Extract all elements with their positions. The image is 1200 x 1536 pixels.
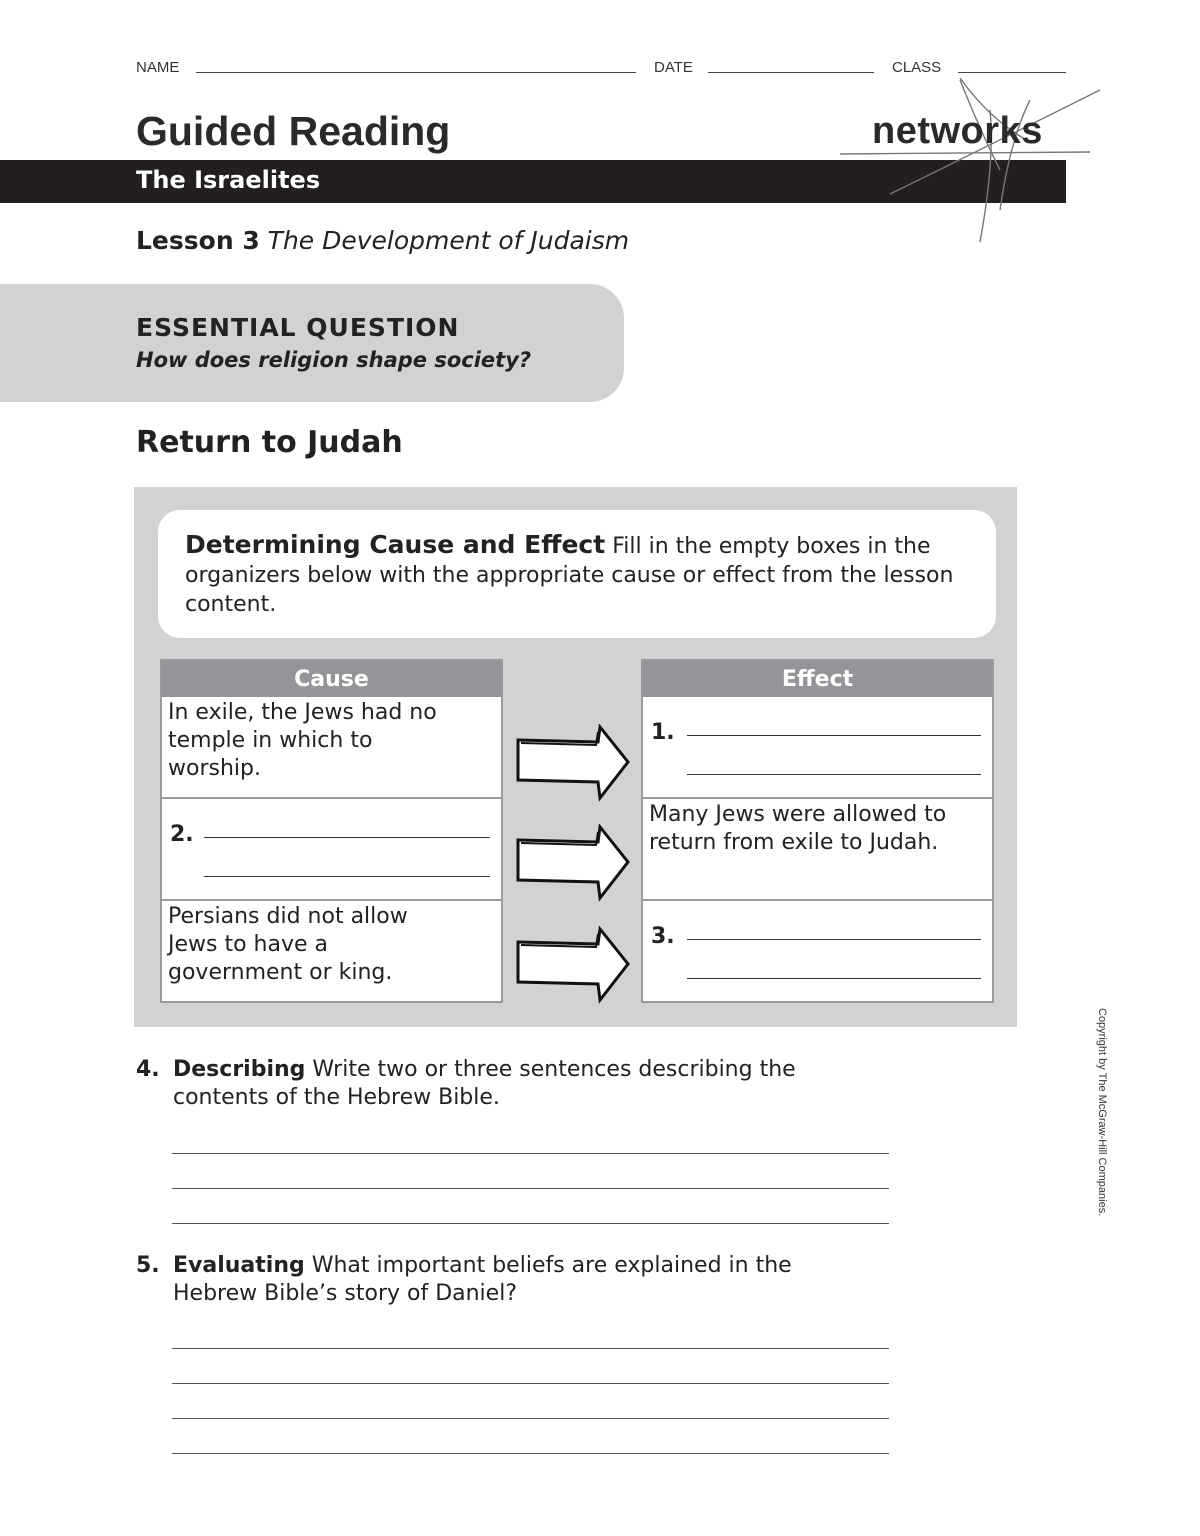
- effect-answer-line[interactable]: [687, 735, 981, 736]
- answer-line[interactable]: [172, 1383, 889, 1384]
- answer-line[interactable]: [172, 1348, 889, 1349]
- instructions-text: Fill in the empty boxes in the organizers below with the appropriate cause or effect from the lesson content.: [185, 534, 954, 617]
- instructions-skill: Determining Cause and Effect: [185, 530, 606, 559]
- cause-cell-2[interactable]: [162, 799, 501, 901]
- question-4-number: 4.: [136, 1057, 160, 1082]
- effect-header: Effect: [643, 661, 992, 697]
- essential-question-box: [0, 284, 624, 402]
- page-title: Guided Reading: [136, 108, 451, 154]
- question-4: [136, 1056, 876, 1112]
- cause-column: [160, 659, 503, 1003]
- effect-answer-line[interactable]: [687, 978, 981, 979]
- cause-cell-1: [162, 697, 501, 799]
- right-arrow-icon: [514, 724, 634, 804]
- answer-line[interactable]: [172, 1153, 889, 1154]
- question-5: [136, 1252, 876, 1308]
- cause-cell-3: [162, 901, 501, 1003]
- effect-cell-3[interactable]: [643, 901, 992, 1003]
- question-5-text: What important beliefs are explained in the Hebrew Bible’s story of Daniel?: [173, 1253, 792, 1306]
- answer-line[interactable]: [172, 1453, 889, 1454]
- instructions: [185, 530, 985, 619]
- lesson-heading: [136, 226, 629, 255]
- right-arrow-icon: [514, 926, 634, 1006]
- effect-number-1: 1.: [651, 720, 675, 745]
- question-5-skill: Evaluating: [173, 1253, 305, 1278]
- question-5-number: 5.: [136, 1253, 160, 1278]
- name-field[interactable]: [196, 72, 636, 73]
- answer-line[interactable]: [172, 1418, 889, 1419]
- chapter-title: The Israelites: [136, 166, 321, 194]
- cause-number-2: 2.: [170, 822, 194, 847]
- effect-column: [641, 659, 994, 1003]
- networks-logo-rays: [830, 70, 1120, 250]
- date-label: DATE: [654, 59, 693, 76]
- right-arrow-icon: [514, 824, 634, 904]
- cause-answer-line[interactable]: [204, 876, 490, 877]
- class-label: CLASS: [892, 59, 942, 76]
- answer-line[interactable]: [172, 1188, 889, 1189]
- effect-answer-line[interactable]: [687, 939, 981, 940]
- name-label: NAME: [136, 59, 180, 76]
- copyright: Copyright by The McGraw-Hill Companies.: [1096, 1008, 1108, 1217]
- lesson-title: The Development of Judaism: [267, 226, 630, 255]
- networks-logo: networks: [872, 110, 1043, 152]
- effect-text-2: Many Jews were allowed to return from exile to Judah.: [649, 802, 947, 855]
- effect-cell-1[interactable]: [643, 697, 992, 799]
- effect-cell-2: [643, 799, 992, 901]
- cause-text-1: In exile, the Jews had no temple in which to worship.: [168, 700, 437, 781]
- essential-question-label: ESSENTIAL QUESTION: [136, 313, 460, 342]
- essential-question-text: How does religion shape society?: [136, 348, 532, 372]
- cause-answer-line[interactable]: [204, 837, 490, 838]
- question-4-text: Write two or three sentences describing the contents of the Hebrew Bible.: [173, 1057, 796, 1110]
- lesson-label: Lesson 3: [136, 226, 260, 255]
- answer-line[interactable]: [172, 1223, 889, 1224]
- section-title: Return to Judah: [136, 425, 403, 460]
- cause-header: Cause: [162, 661, 501, 697]
- cause-text-3: Persians did not allow Jews to have a government or king.: [168, 904, 408, 985]
- effect-number-3: 3.: [651, 924, 675, 949]
- effect-answer-line[interactable]: [687, 774, 981, 775]
- question-4-skill: Describing: [173, 1057, 306, 1082]
